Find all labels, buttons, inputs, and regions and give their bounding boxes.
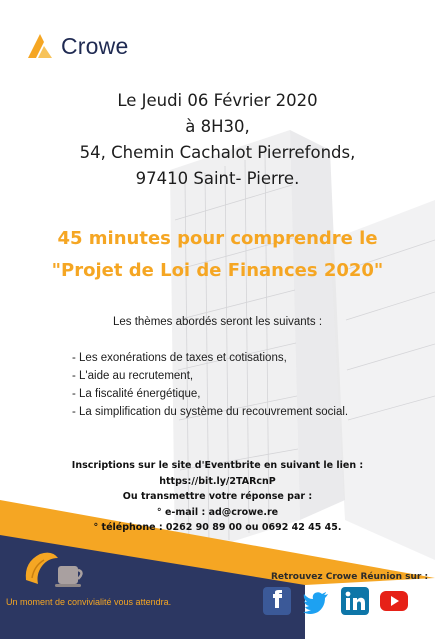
contact-block <box>0 458 435 536</box>
event-time: à 8H30, <box>185 117 250 136</box>
logo-wordmark: Crowe <box>61 32 129 59</box>
headline-line1: 45 minutes pour comprendre le <box>57 228 378 249</box>
headline <box>0 223 435 287</box>
eventbrite-link[interactable]: https://bit.ly/2TARcnP <box>159 475 276 487</box>
conviviality-text: Un moment de convivialité vous attendra. <box>6 597 172 607</box>
themes-list <box>72 349 348 421</box>
headline-line2: "Projet de Loi de Finances 2020" <box>51 260 384 281</box>
theme-item: - La fiscalité énergétique, <box>72 388 201 400</box>
croissant-coffee-illustration <box>22 548 92 592</box>
youtube-icon[interactable] <box>380 587 408 615</box>
themes-intro: Les thèmes abordés seront les suivants : <box>112 316 323 328</box>
event-address-line1: 54, Chemin Cachalot Pierrefonds, <box>79 143 356 162</box>
coffee-cup-icon <box>58 566 78 584</box>
reply-text: Ou transmettre votre réponse par : <box>122 491 313 502</box>
event-address-line2: 97410 Saint- Pierre. <box>135 169 300 188</box>
contact-phone: ° téléphone : 0262 90 89 00 ou 0692 42 45 45. <box>93 522 342 533</box>
theme-item: - La simplification du système du recouvrement social. <box>72 406 349 418</box>
linkedin-icon[interactable] <box>341 587 369 615</box>
crowe-mark-icon <box>26 32 56 60</box>
social-title: Retrouvez Crowe Réunion sur : <box>271 572 429 582</box>
event-details <box>0 88 435 192</box>
theme-item: - L'aide au recrutement, <box>72 370 194 382</box>
event-date: Le Jeudi 06 Février 2020 <box>117 91 318 110</box>
twitter-icon[interactable] <box>302 587 330 615</box>
croissant-icon <box>26 553 58 584</box>
contact-email[interactable]: ° e-mail : ad@crowe.re <box>156 506 279 518</box>
facebook-icon[interactable] <box>263 587 291 615</box>
crowe-logo <box>26 32 128 60</box>
registration-text: Inscriptions sur le site d'Eventbrite en suivant le lien : <box>71 460 364 471</box>
theme-item: - Les exonérations de taxes et cotisations, <box>72 352 287 364</box>
social-icons <box>263 587 408 615</box>
